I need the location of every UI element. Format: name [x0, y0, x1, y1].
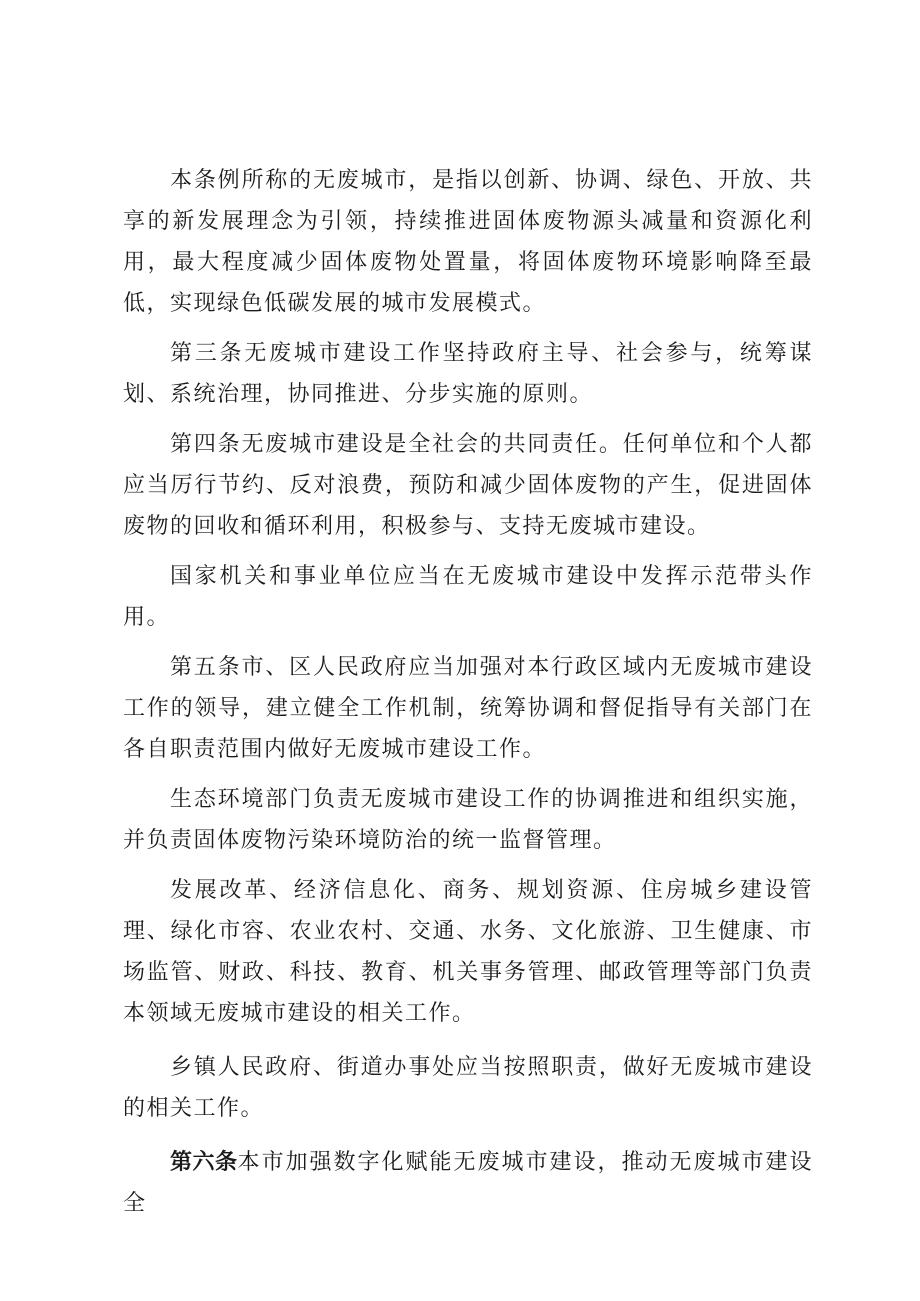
paragraph-article-5: 第五条市、区人民政府应当加强对本行政区域内无废城市建设工作的领导，建立健全工作机制，统筹协调和督促指导有关部门在各自职责范围内做好无废城市建设工作。 — [123, 655, 813, 762]
paragraph-ecology-dept: 生态环境部门负责无废城市建设工作的协调推进和组织实施，并负责固体废物污染环境防治的统一监督管理。 — [123, 787, 813, 853]
paragraph-state-organs: 国家机关和事业单位应当在无废城市建设中发挥示范带头作用。 — [123, 564, 813, 630]
paragraph-definition: 本条例所称的无废城市，是指以创新、协调、绿色、开放、共享的新发展理念为引领，持续推进固体废物源头减量和资源化利用，最大程度减少固体废物处置量，将固体废物环境影响降至最低，实现绿色低碳发展的城市发展模式。 — [123, 168, 813, 316]
document-body — [123, 160, 813, 1224]
paragraph-townships: 乡镇人民政府、街道办事处应当按照职责，做好无废城市建设的相关工作。 — [123, 1055, 813, 1121]
paragraph-departments: 发展改革、经济信息化、商务、规划资源、住房城乡建设管理、绿化市容、农业农村、交通、水务、文化旅游、卫生健康、市场监管、财政、科技、教育、机关事务管理、邮政管理等部门负责本领域无废城市建设的相关工作。 — [123, 878, 813, 1026]
paragraph-article-4: 第四条无废城市建设是全社会的共同责任。任何单位和个人都应当厉行节约、反对浪费，预防和减少固体废物的产生，促进固体废物的回收和循环利用，积极参与、支持无废城市建设。 — [123, 432, 813, 539]
paragraph-article-6 — [123, 1142, 813, 1224]
article-6-heading: 第六条 — [170, 1150, 238, 1175]
article-6-text: 本市加强数字化赋能无废城市建设，推动无废城市建设全 — [123, 1150, 813, 1216]
paragraph-article-3: 第三条无废城市建设工作坚持政府主导、社会参与，统筹谋划、系统治理，协同推进、分步实施的原则。 — [123, 341, 813, 407]
